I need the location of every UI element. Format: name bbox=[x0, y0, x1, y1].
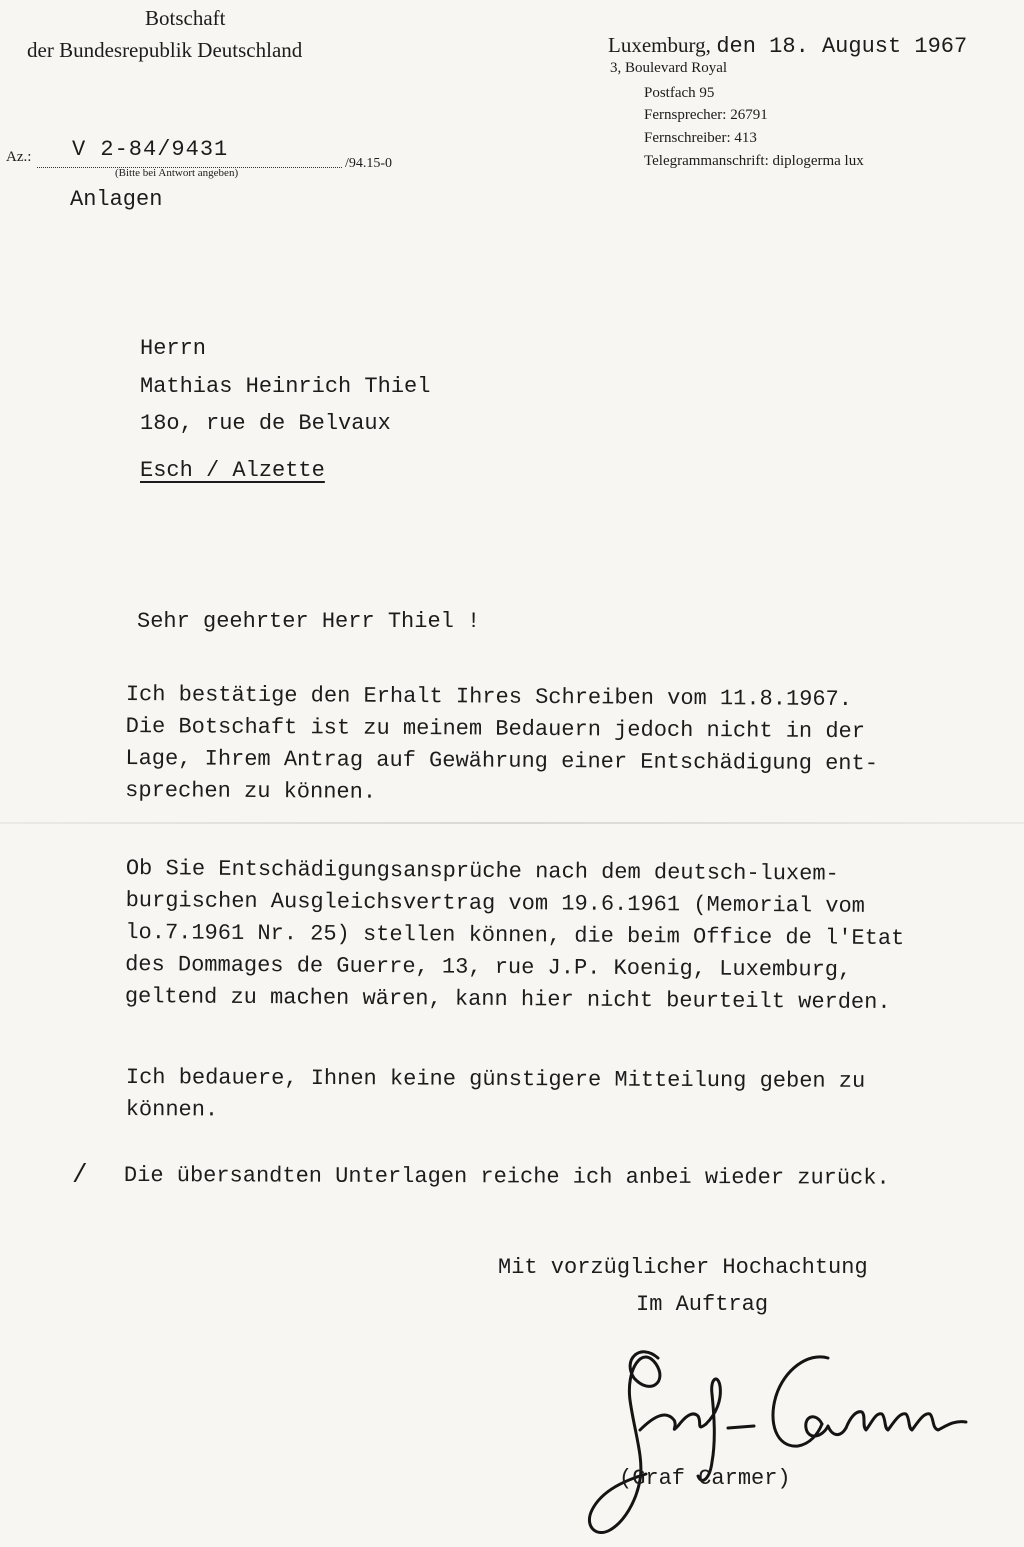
on-behalf: Im Auftrag bbox=[636, 1292, 769, 1317]
embassy-line-1: Botschaft bbox=[145, 6, 226, 30]
recipient-street: 18o, rue de Belvaux bbox=[140, 411, 391, 436]
paragraph-2: Ob Sie Entschädigungsansprüche nach dem deutsch-luxem- burgischen Ausgleichsvertrag vom 19.6.1961 (Memorial vom lo.7.1961 Nr. 25) stellen können, die beim Office de l'Etat des Dommages de Guerre, 13, rue J.P. Koenig, Luxemburg, geltend zu machen wären, kann hier nicht beurteilt werden. bbox=[124, 855, 905, 1016]
paragraph-1: Ich bestätige den Erhalt Ihres Schreiben vom 11.8.1967. Die Botschaft ist zu meinem Bedauern jedoch nicht in der Lage, Ihrem Antrag auf Gewährung einer Entschädigung ent- sprechen zu können. bbox=[125, 681, 879, 805]
letter-salutation: Sehr geehrter Herr Thiel ! bbox=[137, 609, 481, 634]
telex: Fernschreiber: 413 bbox=[644, 130, 757, 146]
margin-mark: / bbox=[72, 1160, 88, 1190]
letter-date: den 18. August 1967 bbox=[716, 34, 968, 59]
paragraph-3: Ich bedauere, Ihnen keine günstigere Mitteilung geben zu können. bbox=[125, 1065, 866, 1123]
phone: Fernsprecher: 26791 bbox=[644, 107, 768, 123]
signer-name: (Graf Carmer) bbox=[619, 1466, 791, 1491]
embassy-address: 3, Boulevard Royal bbox=[610, 60, 728, 76]
reference-number: V 2-84/9431 bbox=[72, 137, 229, 162]
po-box: Postfach 95 bbox=[644, 85, 715, 101]
place: Luxemburg, bbox=[608, 33, 711, 57]
enclosures: Anlagen bbox=[70, 187, 163, 212]
embassy-line-2: der Bundesrepublik Deutschland bbox=[27, 38, 303, 62]
telegram-address: Telegrammanschrift: diplogerma lux bbox=[644, 153, 864, 169]
recipient-salutation: Herrn bbox=[140, 336, 207, 361]
paper-fold bbox=[0, 822, 1024, 824]
reference-hint: (Bitte bei Antwort angeben) bbox=[115, 167, 239, 179]
recipient-name: Mathias Heinrich Thiel bbox=[140, 374, 431, 399]
paragraph-4: Die übersandten Unterlagen reiche ich anbei wieder zurück. bbox=[123, 1163, 890, 1191]
reference-suffix: /94.15-0 bbox=[345, 156, 393, 171]
closing-regards: Mit vorzüglicher Hochachtung bbox=[498, 1255, 868, 1280]
reference-label: Az.: bbox=[6, 149, 32, 165]
recipient-city: Esch / Alzette bbox=[140, 458, 325, 483]
handwritten-signature bbox=[570, 1330, 990, 1540]
place-date bbox=[608, 32, 967, 59]
